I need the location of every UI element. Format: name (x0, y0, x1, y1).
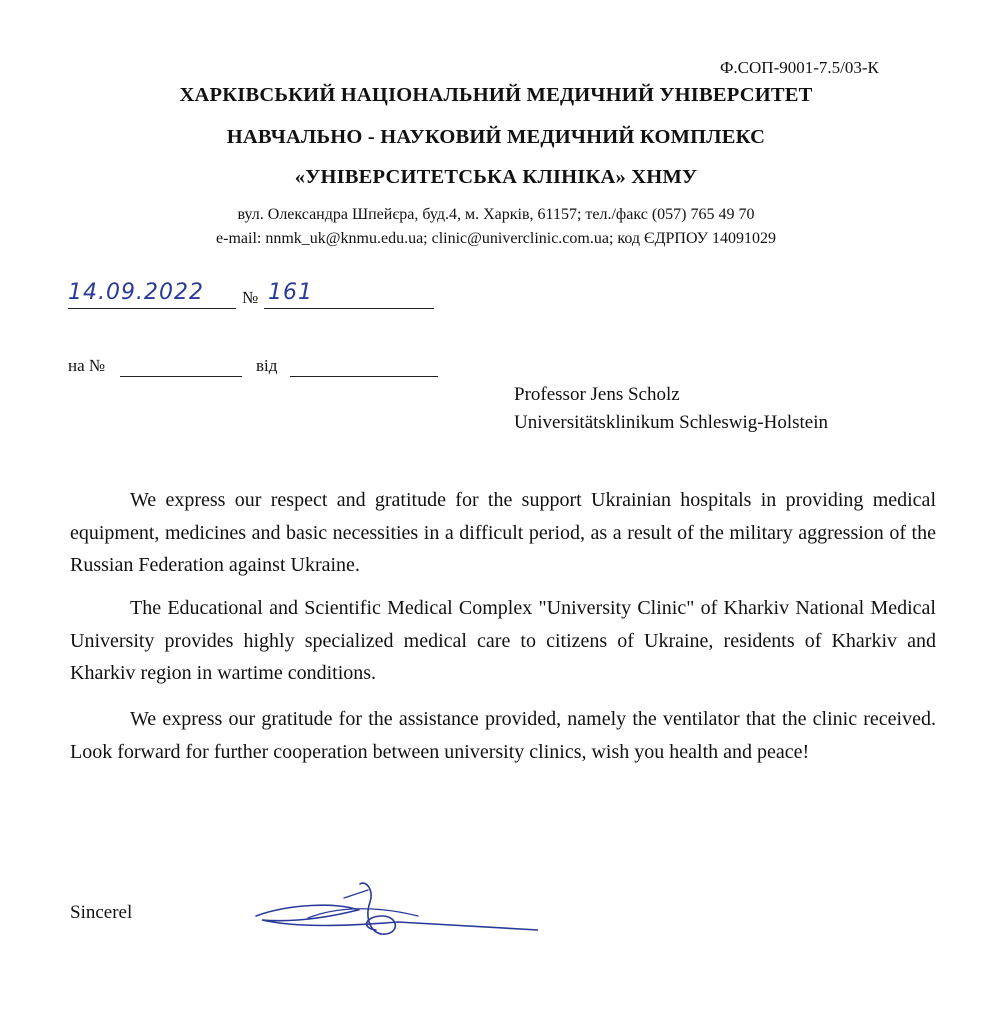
recipient-name: Professor Jens Scholz (514, 384, 680, 405)
handwritten-date: 14.09.2022 (68, 280, 204, 305)
signature (248, 876, 538, 946)
outgoing-reference (68, 282, 438, 316)
number-label: № (242, 288, 259, 307)
contacts-line: e-mail: nnmk_uk@knmu.edu.ua; clinic@univerclinic.com.ua; код ЄДРПОУ 14091029 (216, 230, 776, 247)
recipient-organization: Universitätsklinikum Schleswig-Holstein (514, 412, 829, 433)
university-name: ХАРКІВСЬКИЙ НАЦІОНАЛЬНИЙ МЕДИЧНИЙ УНІВЕРСИТЕТ (179, 84, 813, 106)
handwritten-number: 161 (268, 280, 313, 305)
address-line: вул. Олександра Шпейєра, буд.4, м. Харків, 61157; тел./факс (057) 765 49 70 (237, 206, 755, 223)
body-paragraph-3: We express our gratitude for the assistance provided, namely the ventilator that the clinic received. Look forward for further cooperation between university clinics, wish you health and peace! (70, 708, 936, 763)
reply-date-line (290, 376, 438, 377)
closing: Sincerel (70, 902, 133, 923)
body-paragraph-1: We express our respect and gratitude for the support Ukrainian hospitals in providing medical equipment, medicines and basic necessities in a difficult period, as a result of the military aggression of the Russian Federation against Ukraine. (70, 489, 936, 576)
reply-reference (68, 356, 448, 386)
clinic-name: «УНІВЕРСИТЕТСЬКА КЛІНІКА» ХНМУ (294, 166, 698, 188)
complex-name: НАВЧАЛЬНО - НАУКОВИЙ МЕДИЧНИЙ КОМПЛЕКС (226, 126, 766, 148)
date-underline (68, 308, 236, 309)
number-underline (264, 308, 434, 309)
reply-from-label: від (256, 356, 278, 375)
reply-number-label: на № (68, 356, 106, 375)
body-paragraph-2: The Educational and Scientific Medical Complex "University Clinic" of Kharkiv National Medical University provides highly specialized medical care to citizens of Ukraine, residents of Kharkiv and Kharkiv region in wartime conditions. (70, 597, 936, 684)
reply-number-line (120, 376, 242, 377)
form-code: Ф.СОП-9001-7.5/03-К (720, 58, 879, 77)
